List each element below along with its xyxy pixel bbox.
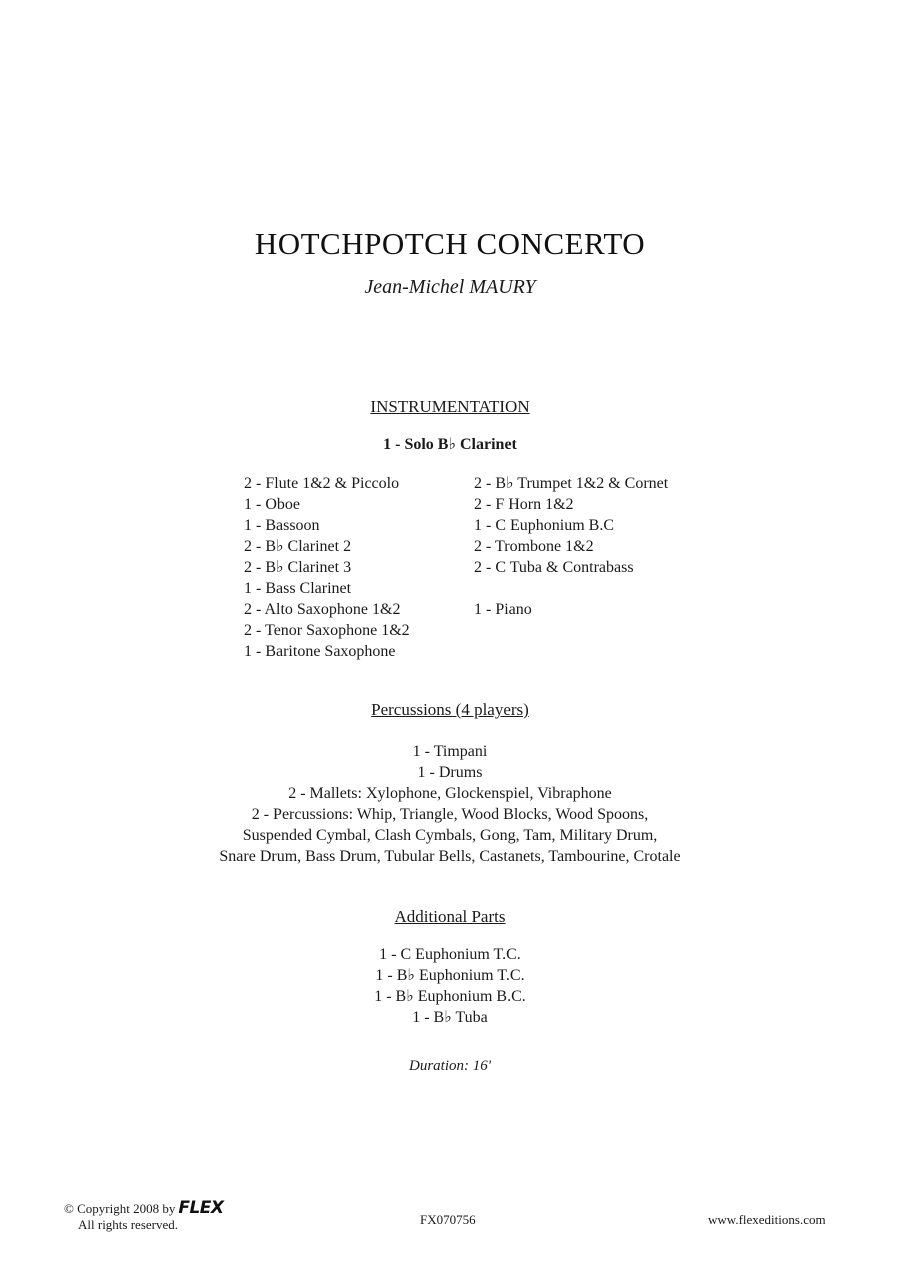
duration: Duration: 16' [409,1058,491,1074]
brass-column [474,473,668,620]
list-item: 2 - Alto Saxophone 1&2 [244,601,401,618]
list-item: 2 - Mallets: Xylophone, Glockenspiel, Vibraphone [288,785,612,802]
list-item: 1 - C Euphonium B.C [474,517,615,534]
catalog-code: FX070756 [420,1212,476,1227]
list-item: 1 - Bassoon [244,517,320,534]
list-item: 2 - B♭ Trumpet 1&2 & Cornet [474,475,669,492]
list-item: Snare Drum, Bass Drum, Tubular Bells, Castanets, Tambourine, Crotale [219,848,681,865]
list-item-spacer [474,578,668,599]
list-item: 1 - B♭ Tuba [412,1009,488,1026]
list-item: 2 - F Horn 1&2 [474,496,574,513]
flex-editions-logo: FLEX [178,1198,224,1218]
composer-name: Jean-Michel MAURY [364,276,536,298]
list-item: 2 - Flute 1&2 & Piccolo [244,475,400,492]
additional-parts-list [0,944,900,1028]
list-item: 2 - Tenor Saxophone 1&2 [244,622,410,639]
list-item: 1 - B♭ Euphonium B.C. [374,988,526,1005]
woodwinds-column [244,473,410,662]
page-title: HOTCHPOTCH CONCERTO [254,226,646,261]
list-item: 2 - B♭ Clarinet 2 [244,538,352,555]
percussion-heading: Percussions (4 players) [371,700,529,719]
list-item: 1 - B♭ Euphonium T.C. [375,967,525,984]
instrumentation-heading: INSTRUMENTATION [370,397,530,416]
list-item: 1 - Piano [474,601,532,618]
copyright-text: © Copyright 2008 by [64,1201,176,1216]
solo-instrument: 1 - Solo B♭ Clarinet [383,436,517,453]
list-item: 2 - Percussions: Whip, Triangle, Wood Blocks, Wood Spoons, [251,806,649,823]
additional-parts-heading: Additional Parts [394,907,506,926]
percussion-list [0,741,900,867]
list-item: 1 - Timpani [412,743,488,760]
list-item: 1 - Drums [417,764,483,781]
publisher-url[interactable]: www.flexeditions.com [708,1212,826,1227]
list-item: 2 - C Tuba & Contrabass [474,559,634,576]
list-item: 1 - Oboe [244,496,300,513]
list-item: 1 - C Euphonium T.C. [379,946,521,963]
list-item: Suspended Cymbal, Clash Cymbals, Gong, Tam, Military Drum, [242,827,658,844]
copyright-notice [64,1200,224,1233]
list-item: 1 - Bass Clarinet [244,580,352,597]
list-item: 1 - Baritone Saxophone [244,643,396,660]
list-item: 2 - Trombone 1&2 [474,538,594,555]
list-item: 2 - B♭ Clarinet 3 [244,559,352,576]
rights-text: All rights reserved. [78,1217,179,1232]
